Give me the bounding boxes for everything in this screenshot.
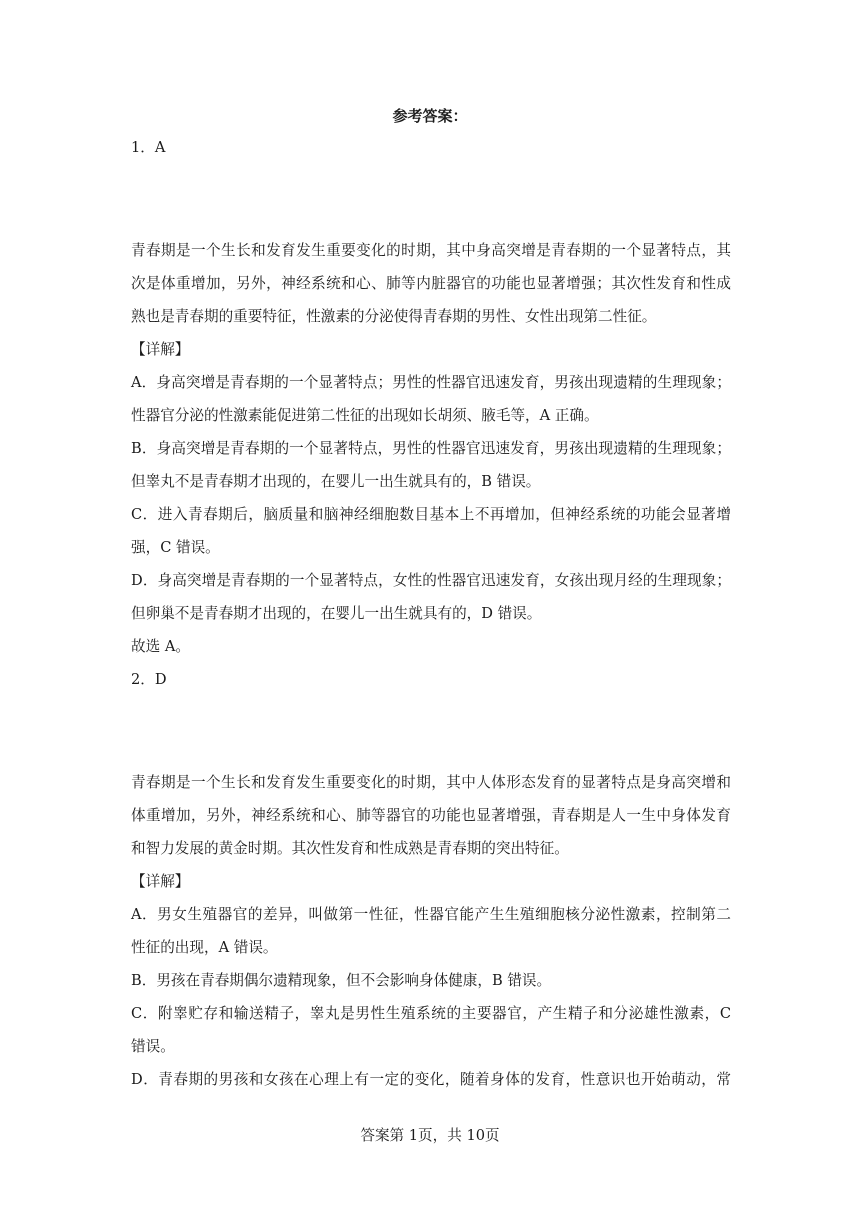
spacer — [131, 164, 731, 234]
analysis-line: 次是体重增加，另外，神经系统和心、肺等内脏器官的功能也显著增强；其次性发育和性成 — [131, 275, 731, 292]
spacer — [131, 696, 731, 766]
answer-2: 2．D — [131, 671, 167, 688]
option-line: 性征的出现，A 错误。 — [131, 939, 278, 956]
document-body — [131, 131, 731, 1096]
option-line: 强，C 错误。 — [131, 539, 220, 556]
page-title: 参考答案： — [392, 107, 468, 125]
analysis-line: 熟也是青春期的重要特征，性激素的分泌使得青春期的男性、女性出现第二性征。 — [131, 308, 657, 325]
analysis-line: 和智力发展的黄金时期。其次性发育和性成熟是青春期的突出特征。 — [131, 840, 569, 857]
analysis-line: 青春期是一个生长和发育发生重要变化的时期，其中身高突增是青春期的一个显著特点，其 — [131, 242, 731, 259]
option-line: 错误。 — [131, 1038, 175, 1055]
option-line: C．进入青春期后，脑质量和脑神经细胞数目基本上不再增加，但神经系统的功能会显著增 — [131, 506, 731, 523]
option-line: 性器官分泌的性激素能促进第二性征的出现如长胡须、腋毛等，A 正确。 — [131, 407, 599, 424]
page-footer: 答案第 1页，共 10页 — [360, 1127, 500, 1144]
option-line: A．身高突增是青春期的一个显著特点；男性的性器官迅速发育，男孩出现遗精的生理现象； — [131, 374, 731, 391]
option-line: D．身高突增是青春期的一个显著特点，女性的性器官迅速发育，女孩出现月经的生理现象； — [131, 572, 731, 589]
option-line: A．男女生殖器官的差异，叫做第一性征，性器官能产生生殖细胞核分泌性激素，控制第二 — [131, 906, 731, 923]
option-line: D．青春期的男孩和女孩在心理上有一定的变化，随着身体的发育，性意识也开始萌动，常 — [131, 1071, 731, 1088]
analysis-line: 体重增加，另外，神经系统和心、肺等器官的功能也显著增强，青春期是人一生中身体发育 — [131, 807, 731, 824]
option-line: 但卵巢不是青春期才出现的，在婴儿一出生就具有的，D 错误。 — [131, 605, 542, 622]
answer-1: 1．A — [131, 139, 166, 156]
option-line: 但睾丸不是青春期才出现的，在婴儿一出生就具有的，B 错误。 — [131, 473, 541, 490]
detail-label: 【详解】 — [131, 873, 190, 890]
option-line: B．男孩在青春期偶尔遗精现象，但不会影响身体健康，B 错误。 — [131, 972, 552, 989]
analysis-line: 青春期是一个生长和发育发生重要变化的时期，其中人体形态发育的显著特点是身高突增和 — [131, 774, 731, 791]
detail-label: 【详解】 — [131, 341, 190, 358]
conclusion: 故选 A。 — [131, 638, 190, 655]
option-line: B．身高突增是青春期的一个显著特点，男性的性器官迅速发育，男孩出现遗精的生理现象； — [131, 440, 731, 457]
option-line: C．附睾贮存和输送精子，睾丸是男性生殖系统的主要器官，产生精子和分泌雄性激素，C — [131, 1005, 731, 1022]
